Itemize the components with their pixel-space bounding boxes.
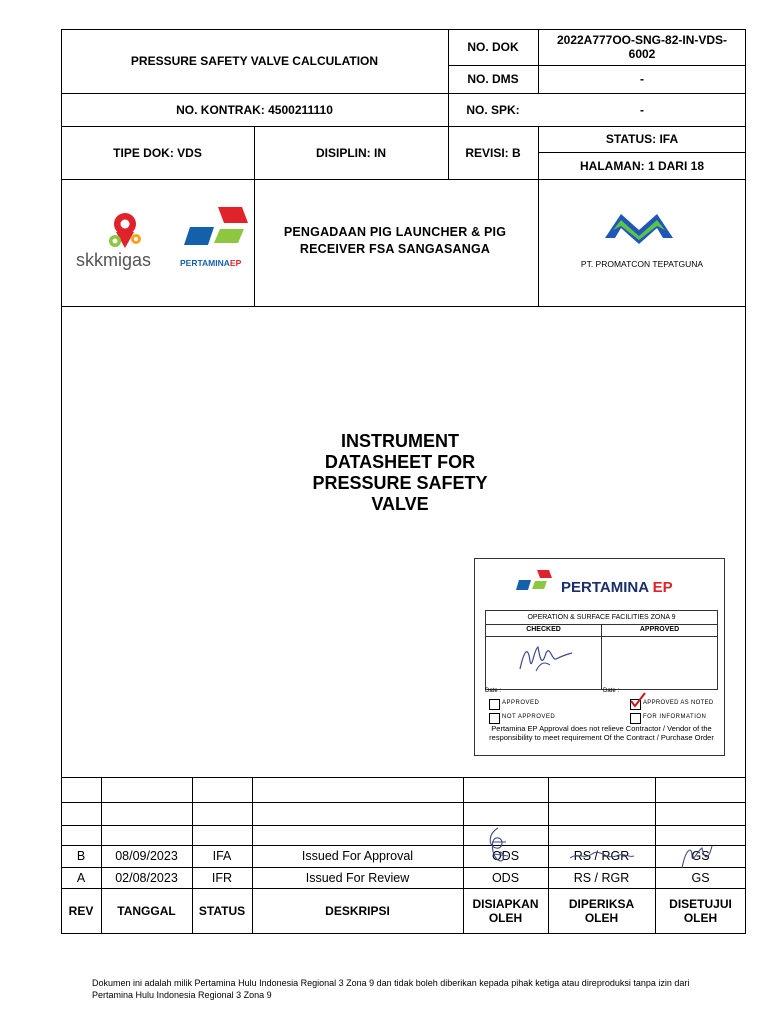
- doc-title: PRESSURE SAFETY VALVE CALCULATION: [130, 54, 379, 68]
- rev-a-diperiksa: RS / RGR: [573, 870, 630, 885]
- stamp-checkbox-for-information: [630, 713, 641, 724]
- revisi: REVISI: B: [465, 145, 521, 160]
- stamp-date1: Date :: [485, 688, 502, 694]
- stamp-checkbox-approved: [489, 699, 500, 710]
- diperiksa-signature: [566, 846, 636, 866]
- rev-a: A: [76, 870, 86, 885]
- skkmigas-wordmark: skkmigas: [76, 250, 152, 270]
- tipe-dok: TIPE DOK: VDS: [113, 145, 202, 160]
- main-title: INSTRUMENT DATASHEET FOR PRESSURE SAFETY VALVE: [312, 431, 488, 514]
- col-status: STATUS: [198, 904, 246, 918]
- approval-stamp: [474, 558, 725, 756]
- no-spk-value: -: [640, 102, 644, 117]
- contractor-name: PT. PROMATCON TEPATGUNA: [580, 259, 704, 269]
- rev-a-disetujui: GS: [691, 870, 710, 885]
- stamp-opt-for-information: FOR INFORMATION: [643, 714, 707, 720]
- stamp-checkbox-not-approved: [489, 713, 500, 724]
- pertamina-ep-wordmark: EP: [229, 258, 242, 268]
- col-diperiksa: DIPERIKSA OLEH: [568, 897, 635, 925]
- rev-b-diperiksa: RS / RGR: [573, 849, 630, 863]
- rev-b-deskripsi: Issued For Approval: [301, 849, 414, 863]
- kontrak: NO. KONTRAK: 4500211110: [176, 102, 333, 117]
- status: STATUS: IFA: [605, 132, 679, 146]
- stamp-pertamina-icon: [513, 569, 557, 593]
- col-tanggal: TANGGAL: [117, 904, 176, 918]
- stamp-table: [485, 610, 718, 690]
- skkmigas-logo: [74, 208, 174, 270]
- rev-b-disiapkan: ODS: [491, 849, 520, 863]
- stamp-zone: OPERATION & SURFACE FACILITIES ZONA 9: [486, 611, 717, 625]
- disiplin: DISIPLIN: IN: [315, 145, 386, 160]
- no-dms-value: -: [640, 72, 644, 86]
- rev-b: B: [76, 849, 86, 863]
- project-title: PENGADAAN PIG LAUNCHER & PIG RECEIVER FSA SANGASANGA: [283, 225, 507, 256]
- disiapkan-signature: [482, 826, 512, 870]
- stamp-note: Pertamina EP Approval does not relieve Contractor / Vendor of the responsibility to meet requirement Of the Contract / Purchase Order: [489, 724, 714, 742]
- stamp-opt-not-approved: NOT APPROVED: [502, 714, 556, 720]
- stamp-approved: APPROVED: [602, 624, 717, 637]
- stamp-checked: CHECKED: [486, 624, 602, 637]
- col-disiapkan: DISIAPKAN OLEH: [472, 897, 539, 925]
- rev-a-disiapkan: ODS: [491, 870, 520, 885]
- no-dok-value: 2022A777OO-SNG-82-IN-VDS-6002: [556, 33, 728, 61]
- col-disetujui: DISETUJUI OLEH: [669, 897, 732, 925]
- halaman: HALAMAN: 1 DARI 18: [579, 158, 704, 173]
- rev-b-tanggal: 08/09/2023: [115, 849, 178, 863]
- rev-b-status: IFA: [212, 849, 232, 863]
- rev-a-deskripsi: Issued For Review: [305, 870, 410, 885]
- no-spk-label: NO. SPK:: [466, 102, 520, 117]
- footer-note: Dokumen ini adalah milik Pertamina Hulu Indonesia Regional 3 Zona 9 dan tidak boleh diberikan kepada pihak ketiga atau direproduksi tanpa izin dari Pertamina Hulu Indonesia Regional 3 Zona 9: [92, 978, 690, 1000]
- stamp-opt-approved: APPROVED: [502, 700, 540, 706]
- stamp-date2: Date :: [603, 688, 620, 694]
- rev-b-disetujui: GS: [691, 849, 710, 863]
- pertamina-ep-logo: [180, 205, 252, 273]
- stamp-brand: PERTAMINA: [561, 579, 649, 596]
- rev-a-status: IFR: [211, 870, 233, 885]
- col-rev: REV: [68, 904, 94, 918]
- no-dms-label: NO. DMS: [467, 72, 519, 86]
- checked-signature: [516, 641, 576, 675]
- no-dok-label: NO. DOK: [467, 40, 519, 54]
- disetujui-signature: [678, 842, 714, 872]
- rev-a-tanggal: 02/08/2023: [115, 870, 178, 885]
- promatcon-logo: [603, 208, 675, 250]
- col-deskripsi: DESKRIPSI: [325, 904, 390, 918]
- stamp-brand-ep: EP: [652, 579, 673, 596]
- pertamina-wordmark: PERTAMINA: [180, 258, 230, 268]
- stamp-opt-approved-as-noted: APPROVED AS NOTED: [643, 700, 714, 706]
